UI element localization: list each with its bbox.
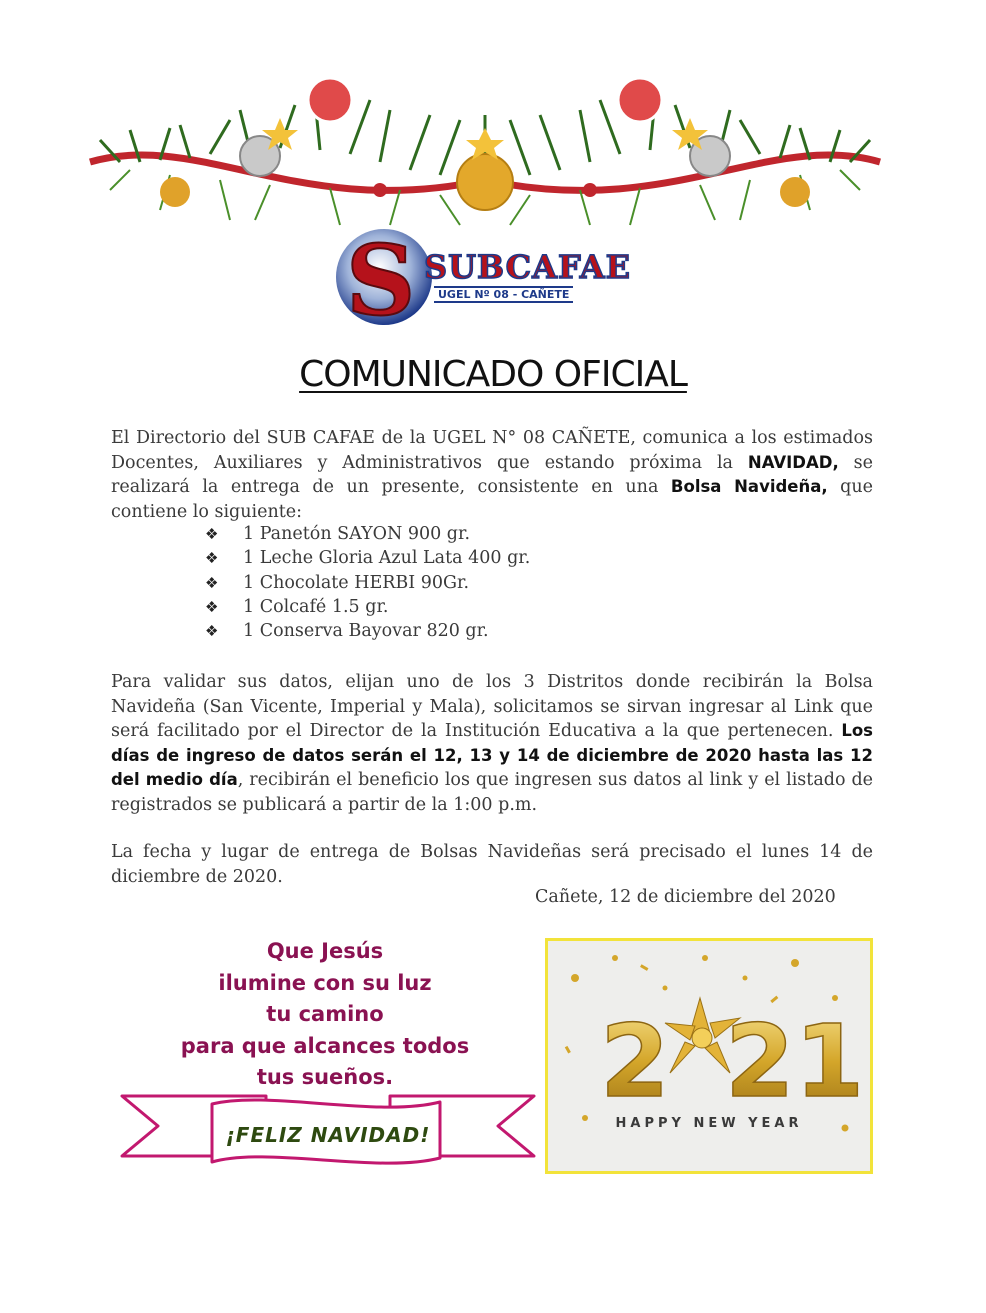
list-item <box>205 595 530 619</box>
christmas-greeting <box>160 936 490 1094</box>
dateline: Cañete, 12 de diciembre del 2020 <box>535 887 836 907</box>
greeting-line: tu camino <box>266 1002 384 1026</box>
feliz-navidad-banner-text: ¡FELIZ NAVIDAD! <box>225 1123 431 1147</box>
intro-text-1: El Directorio del SUB CAFAE de la UGEL N° 08 CAÑETE, comunica a los estimados Docentes, Auxiliares y Administrativos que estando próxima la <box>111 428 873 473</box>
logo-wordmark: SUBCAFAE <box>424 248 632 286</box>
diamond-bullet-icon: ❖ <box>205 549 219 568</box>
item-text: 1 Panetón SAYON 900 gr. <box>243 524 471 544</box>
intro-bold-bolsa: Bolsa Navideña, <box>670 477 828 496</box>
item-text: 1 Conserva Bayovar 820 gr. <box>243 621 489 642</box>
year-digit-left: 2 <box>600 1003 670 1120</box>
list-item <box>205 522 530 546</box>
validation-bold-dates: Los días de ingreso de datos serán el 12, 13 y 14 de diciembre de 2020 hasta las 12 del medio día <box>111 721 873 789</box>
intro-text-3: que contiene lo siguiente: <box>111 477 873 522</box>
intro-text-2: se realizará la entrega de un presente, consistente en una <box>111 452 873 497</box>
list-item <box>205 571 530 595</box>
diamond-bullet-icon: ❖ <box>205 622 219 641</box>
intro-bold-navidad: NAVIDAD, <box>747 452 839 472</box>
christmas-garland-image <box>80 70 890 230</box>
list-item <box>205 619 530 643</box>
page-title: COMUNICADO OFICIAL <box>299 354 687 395</box>
list-item <box>205 546 530 570</box>
happy-new-year-caption: HAPPY NEW YEAR <box>615 1116 803 1131</box>
item-text: 1 Chocolate HERBI 90Gr. <box>243 572 470 593</box>
gift-items-list <box>205 522 530 643</box>
greeting-line: Que Jesús <box>266 939 384 963</box>
happy-new-year-image <box>545 938 873 1174</box>
greeting-line: para que alcances todos <box>180 1033 470 1058</box>
greeting-line: ilumine con su luz <box>218 970 432 995</box>
validation-paragraph <box>111 670 873 817</box>
validation-text-1: Para validar sus datos, elijan uno de los 3 Distritos donde recibirán la Bolsa Navideña (San Vicente, Imperial y Mala), solicitamos se sirvan ingresar al Link que será facilitado por el Director de la Institución Educativa a la que pertenecen. <box>111 672 873 741</box>
subcafae-logo <box>332 222 632 342</box>
diamond-bullet-icon: ❖ <box>205 573 219 592</box>
diamond-bullet-icon: ❖ <box>205 597 219 616</box>
validation-text-2: , recibirán el beneficio los que ingresen sus datos al link y el listado de registrados se publicará a partir de la 1:00 p.m. <box>111 770 873 815</box>
diamond-bullet-icon: ❖ <box>205 525 219 543</box>
logo-subline: UGEL Nº 08 - CAÑETE <box>434 286 573 303</box>
delivery-note: La fecha y lugar de entrega de Bolsas Navideñas será precisado el lunes 14 de diciembre de 2020. <box>111 842 873 887</box>
item-text: 1 Leche Gloria Azul Lata 400 gr. <box>243 548 531 569</box>
greeting-line: tus sueños. <box>256 1065 394 1089</box>
svg-text:S: S <box>346 224 416 337</box>
intro-paragraph <box>111 426 873 524</box>
year-digits-right: 21 <box>725 1003 865 1120</box>
item-text: 1 Colcafé 1.5 gr. <box>243 596 389 617</box>
